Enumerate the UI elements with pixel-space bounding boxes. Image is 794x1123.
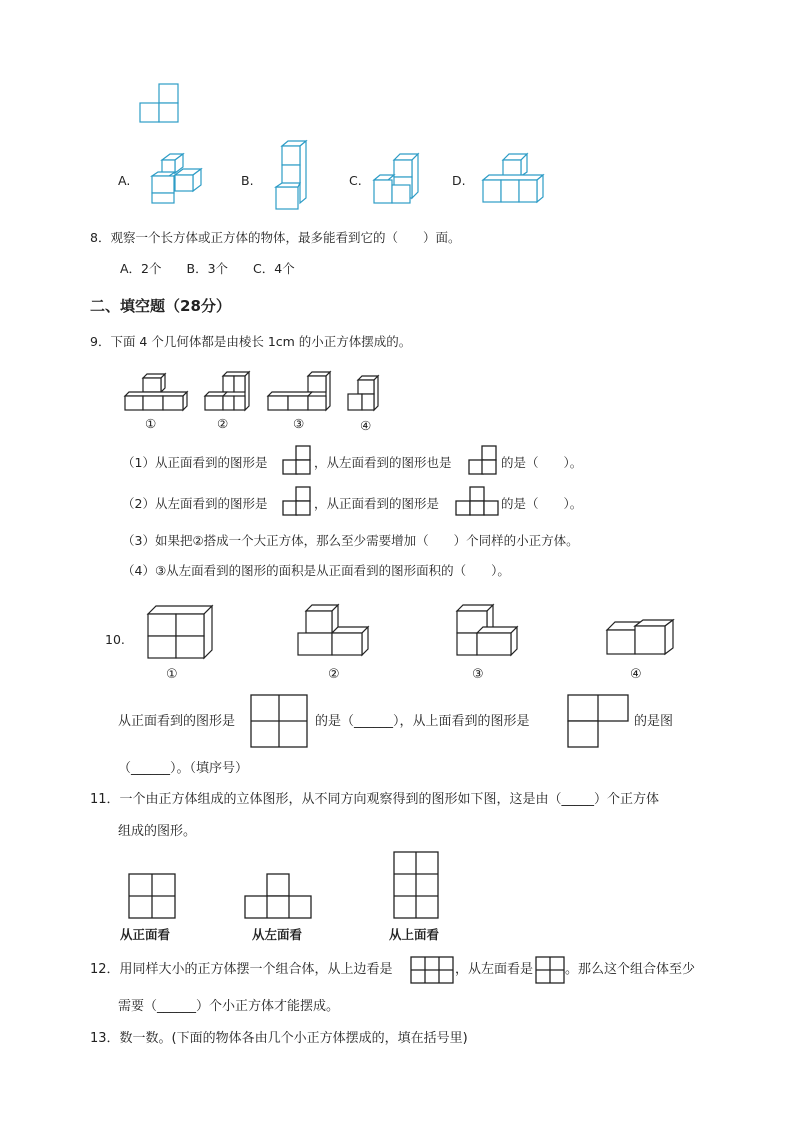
q12-left-view — [535, 956, 565, 984]
q9-sub1-b: ，从左面看到的图形也是 — [314, 455, 452, 470]
q9-label-1: ① — [145, 416, 157, 431]
q13-text: 13．数一数。(下面的物体各由几个小正方体摆成的，填在括号里) — [90, 1031, 468, 1046]
q9-sub2-a: （2）从左面看到的图形是 — [122, 496, 268, 511]
q9-sub1-left-view — [468, 445, 500, 475]
q9-sub2-c: 的是（ ）。 — [501, 496, 583, 511]
q10-line1-b: 的是（______），从上面看到的图形是 — [315, 714, 530, 729]
q12-line1-a: 12．用同样大小的正方体摆一个组合体，从上边看是 — [90, 962, 393, 977]
q9-sub2-front-view — [455, 486, 501, 516]
q11-line2: 组成的图形。 — [118, 824, 197, 839]
q12-top-view — [410, 956, 454, 984]
q7-option-d-figure — [481, 152, 551, 208]
q7-option-a-label: A. — [118, 173, 131, 188]
section-title: 二、填空题（28分） — [90, 297, 231, 315]
q7-option-c-label: C. — [349, 173, 362, 188]
q10-line1-a: 从正面看到的图形是 — [118, 714, 236, 729]
q9-sub4: （4）③从左面看到的图形的面积是从正面看到的图形面积的（ ）。 — [122, 563, 510, 578]
q10-number: 10. — [105, 632, 125, 647]
q9-solid-1 — [125, 372, 189, 412]
q10-solid-4 — [605, 618, 675, 658]
q10-label-2: ② — [328, 667, 340, 682]
q9-sub2-b: ，从正面看到的图形是 — [314, 496, 440, 511]
q9-solid-4 — [348, 374, 384, 414]
q11-caption-left: 从左面看 — [252, 927, 303, 942]
q11-left-view — [244, 873, 312, 921]
q9-label-3: ③ — [293, 416, 305, 431]
q7-option-c-figure — [372, 152, 422, 208]
q7-option-b-figure — [276, 140, 316, 212]
q9-solid-2 — [205, 370, 255, 412]
q9-label-2: ② — [217, 416, 229, 431]
q11-line1: 11．一个由正方体组成的立体图形，从不同方向观察得到的图形如下图，这是由（_____）个正方体 — [90, 792, 660, 807]
q12-line1-b: ，从左面看是 — [455, 962, 534, 977]
q11-front-view — [128, 873, 176, 921]
q8-options: A．2个 B．3个 C．4个 — [120, 261, 295, 276]
q10-front-view-grid — [250, 694, 308, 748]
q10-solid-2 — [296, 603, 372, 659]
q7-option-b-label: B. — [241, 173, 254, 188]
q11-caption-top: 从上面看 — [389, 927, 440, 942]
q10-solid-3 — [455, 603, 521, 659]
q7-view-figure — [140, 84, 180, 124]
q9-stem: 9．下面 4 个几何体都是由棱长 1cm 的小正方体摆成的。 — [90, 334, 412, 349]
q8-question: 8．观察一个长方体或正方体的物体，最多能看到它的（ ）面。 — [90, 230, 461, 245]
q7-option-a-figure — [150, 152, 206, 208]
q10-line2: （______）。（填序号） — [118, 761, 249, 776]
q12-line1-c: 。那么这个组合体至少 — [565, 962, 696, 977]
q11-top-view — [393, 851, 439, 921]
q9-sub3: （3）如果把②搭成一个大正方体，那么至少需要增加（ ）个同样的小正方体。 — [122, 533, 579, 548]
q10-label-4: ④ — [630, 667, 642, 682]
q10-line1-c: 的是图 — [634, 714, 674, 729]
q10-label-1: ① — [166, 667, 178, 682]
q10-solid-1 — [146, 604, 214, 660]
q9-solid-3 — [268, 370, 334, 412]
q10-label-3: ③ — [472, 667, 484, 682]
q7-option-d-label: D. — [452, 173, 466, 188]
q9-sub1-a: （1）从正面看到的图形是 — [122, 455, 268, 470]
q10-top-view-grid — [567, 694, 629, 748]
q9-label-4: ④ — [360, 418, 372, 433]
q9-sub1-front-view — [282, 445, 314, 475]
q12-line2: 需要（______）个小正方体才能摆成。 — [118, 999, 340, 1014]
q11-caption-front: 从正面看 — [120, 927, 171, 942]
q9-sub2-left-view — [282, 486, 314, 516]
q9-sub1-c: 的是（ ）。 — [501, 455, 583, 470]
